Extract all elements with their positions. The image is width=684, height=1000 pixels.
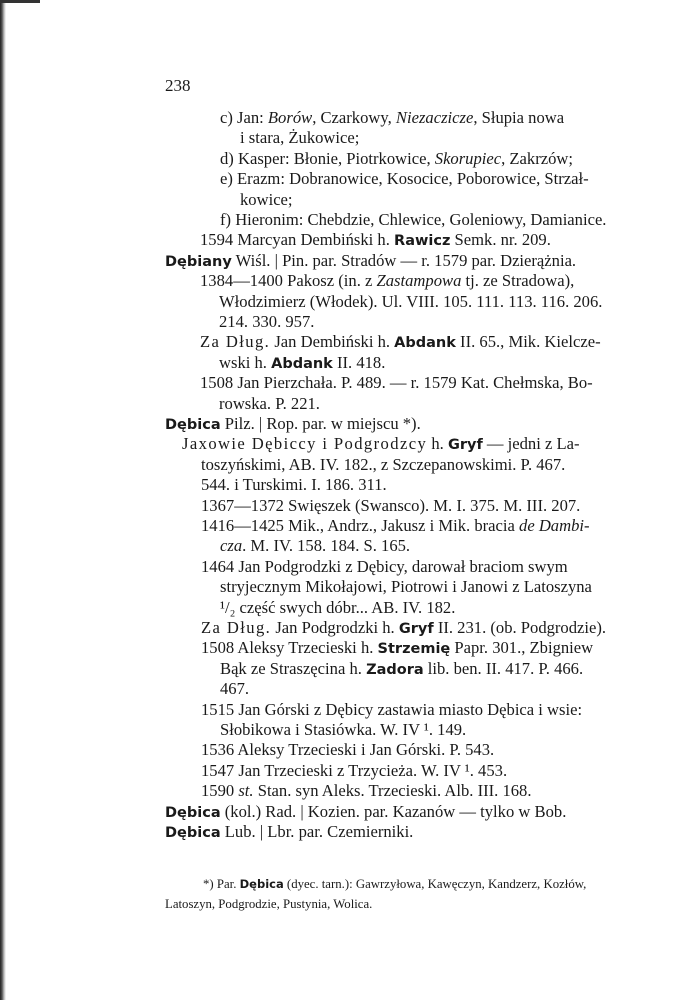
body-line bbox=[220, 108, 564, 128]
bold-name: Dębica bbox=[239, 877, 284, 891]
italic-text: Skorupiec bbox=[434, 149, 502, 168]
body-line bbox=[201, 700, 582, 720]
text-run: II. 231. (ob. Podgrodzie). bbox=[433, 618, 607, 637]
spaced-text: Za Dług. bbox=[200, 332, 271, 351]
text-run: c) Jan: bbox=[220, 108, 268, 127]
text-run: Jan Podgrodzki h. bbox=[271, 618, 399, 637]
text-run: tj. ze Stradowa), bbox=[461, 271, 575, 290]
text-run: II. 418. bbox=[332, 353, 386, 372]
text-run: 1367—1372 Swięszek (Swansco). M. I. 375. M. III. 207. bbox=[201, 496, 581, 515]
text-run: 1547 Jan Trzecieski z Trzycieża. W. IV ¹. 453. bbox=[201, 761, 508, 780]
body-line bbox=[201, 781, 532, 801]
text-run: f) Hieronim: Chebdzie, Chlewice, Goleniowy, Damianice. bbox=[220, 210, 607, 229]
body-line bbox=[201, 740, 494, 760]
body-line bbox=[219, 353, 385, 374]
body-line bbox=[220, 577, 592, 597]
text-run: Semk. nr. 209. bbox=[450, 230, 551, 249]
text-run: — jedni z La- bbox=[482, 434, 580, 453]
body-line bbox=[220, 598, 455, 618]
text-run: rowska. P. 221. bbox=[219, 394, 320, 413]
text-run: Pilz. | Rop. par. w miejscu *). bbox=[220, 414, 421, 433]
bold-name: Abdank bbox=[271, 356, 333, 372]
bold-name: Dębica bbox=[165, 805, 221, 821]
text-run: e) Erazm: Dobranowice, Kosocice, Poborowice, Strzał- bbox=[220, 169, 589, 188]
text-run: (kol.) Rad. | Kozien. par. Kazanów — tylko w Bob. bbox=[220, 802, 567, 821]
body-line bbox=[201, 761, 507, 781]
spaced-text: Jaxowie Dębiccy i Podgrodzcy bbox=[182, 434, 428, 453]
body-line bbox=[165, 251, 576, 272]
body-line bbox=[201, 618, 606, 639]
spaced-text: Za Dług. bbox=[201, 618, 272, 637]
text-run: wski h. bbox=[219, 353, 272, 372]
body-line bbox=[201, 557, 568, 577]
body-line bbox=[201, 475, 387, 495]
body-line bbox=[165, 822, 413, 843]
text-run: 1536 Aleksy Trzecieski i Jan Górski. P. 543. bbox=[201, 740, 495, 759]
text-run: 1508 Aleksy Trzecieski h. bbox=[201, 638, 378, 657]
text-run: . M. IV. 158. 184. S. 165. bbox=[242, 536, 411, 555]
bold-name: Rawicz bbox=[394, 233, 451, 249]
text-run: *) Par. bbox=[203, 877, 240, 891]
body-line bbox=[220, 659, 583, 680]
text-run: (dyec. tarn.): Gawrzyłowa, Kawęczyn, Kandzerz, Kozłów, bbox=[283, 877, 587, 891]
text-run: , Czarkowy, bbox=[312, 108, 396, 127]
italic-text: Zastampowa bbox=[376, 271, 462, 290]
text-run: 214. 330. 957. bbox=[219, 312, 315, 331]
text-run: Papr. 301., Zbigniew bbox=[450, 638, 594, 657]
body-line bbox=[219, 394, 320, 414]
body-line bbox=[201, 496, 580, 516]
body-line bbox=[200, 271, 574, 291]
text-run: 1384—1400 Pakosz (in. z bbox=[200, 271, 377, 290]
body-line bbox=[240, 128, 359, 148]
bold-name: Gryf bbox=[447, 437, 483, 453]
text-run: 1464 Jan Podgrodzki z Dębicy, darował braciom swym bbox=[201, 557, 568, 576]
body-line bbox=[201, 455, 565, 475]
text-run: h. bbox=[427, 434, 448, 453]
text-run: i stara, Żukowice; bbox=[240, 128, 360, 147]
page-corner-mark bbox=[0, 0, 40, 3]
italic-text: st. bbox=[238, 781, 254, 800]
text-run: 1515 Jan Górski z Dębicy zastawia miasto Dębica i wsie: bbox=[201, 700, 583, 719]
text-run: , Zakrzów; bbox=[501, 149, 574, 168]
text-run: 1594 Marcyan Dembiński h. bbox=[200, 230, 395, 249]
text-run: toszyńskimi, AB. IV. 182., z Szczepanowskimi. P. 467. bbox=[201, 455, 566, 474]
body-line bbox=[220, 169, 589, 189]
text-run: Włodzimierz (Włodek). Ul. VIII. 105. 111. 113. 116. 206. bbox=[219, 292, 603, 311]
body-line bbox=[220, 720, 466, 740]
text-run: 1508 Jan Pierzchała. P. 489. — r. 1579 Kat. Chełmska, Bo- bbox=[200, 373, 593, 392]
text-run: d) Kasper: Błonie, Piotrkowice, bbox=[220, 149, 435, 168]
italic-text: Niezaczicze bbox=[395, 108, 474, 127]
body-line bbox=[165, 414, 421, 435]
bold-name: Zadora bbox=[366, 662, 424, 678]
body-line bbox=[200, 230, 551, 251]
text-run: kowice; bbox=[240, 190, 293, 209]
body-line bbox=[200, 373, 593, 393]
body-line bbox=[165, 802, 566, 823]
body-line bbox=[220, 679, 249, 699]
body-line bbox=[220, 536, 410, 556]
italic-text: de Dambi- bbox=[519, 516, 590, 535]
text-run: Wiśl. | Pin. par. Stradów — r. 1579 par. Dzierążnia. bbox=[231, 251, 577, 270]
page-binding-edge bbox=[0, 0, 6, 1000]
text-run: Bąk ze Straszęcina h. bbox=[220, 659, 367, 678]
text-run: 1416—1425 Mik., Andrz., Jakusz i Mik. bracia bbox=[201, 516, 520, 535]
text-run: Jan Dembiński h. bbox=[270, 332, 395, 351]
body-line bbox=[201, 516, 590, 536]
bold-name: Dębiany bbox=[165, 254, 232, 270]
italic-text: Borów bbox=[267, 108, 313, 127]
body-line bbox=[182, 434, 580, 455]
body-line bbox=[220, 149, 573, 169]
body-line bbox=[200, 332, 601, 353]
bold-name: Dębica bbox=[165, 417, 221, 433]
body-line bbox=[201, 638, 593, 659]
text-run: Lub. | Lbr. par. Czemierniki. bbox=[220, 822, 414, 841]
text-run: 544. i Turskimi. I. 186. 311. bbox=[201, 475, 387, 494]
text-run: ¹/₂ część swych dóbr... AB. IV. 182. bbox=[220, 598, 456, 617]
text-run: 467. bbox=[220, 679, 250, 698]
bold-name: Abdank bbox=[394, 335, 456, 351]
text-run: Stan. syn Aleks. Trzecieski. Alb. III. 168. bbox=[253, 781, 532, 800]
text-run: stryjecznym Mikołajowi, Piotrowi i Janowi z Latoszyna bbox=[220, 577, 592, 596]
text-run: lib. ben. II. 417. P. 466. bbox=[423, 659, 584, 678]
body-line bbox=[219, 312, 314, 332]
text-run: 1590 bbox=[201, 781, 239, 800]
bold-name: Gryf bbox=[398, 621, 434, 637]
body-line bbox=[219, 292, 602, 312]
bold-name: Dębica bbox=[165, 825, 221, 841]
italic-text: cza bbox=[220, 536, 243, 555]
text-run: II. 65., Mik. Kielcze- bbox=[455, 332, 601, 351]
footnote-line bbox=[165, 895, 372, 913]
body-line bbox=[240, 190, 293, 210]
body-line bbox=[220, 210, 606, 230]
text-run: , Słupia nowa bbox=[473, 108, 565, 127]
bold-name: Strzemię bbox=[377, 641, 451, 657]
page-number: 238 bbox=[165, 76, 191, 95]
footnote-line bbox=[203, 875, 586, 893]
text-run: Latoszyn, Podgrodzie, Pustynia, Wolica. bbox=[165, 897, 373, 911]
text-run: Słobikowa i Stasiówka. W. IV ¹. 149. bbox=[220, 720, 467, 739]
